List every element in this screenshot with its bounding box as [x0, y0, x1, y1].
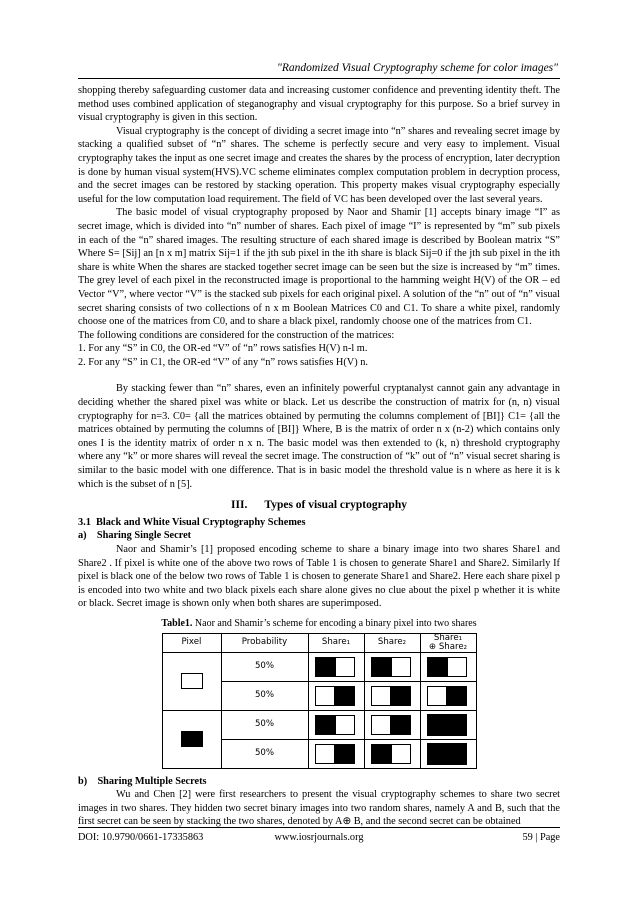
- table-header-share1: Share₁: [308, 633, 364, 652]
- paragraph-basic-model: The basic model of visual cryptography proposed by Naor and Shamir [1] accepts binary image “I” as secret image, which is divided into “n” number of shares. Each pixel of image “I” is represented by “m” sub pixels in each of the “n” shared images. The resulting structure of each shared image is described by Boolean matrix “S” Where S= [Sij] an [n x m] matrix Sij=1 if the jth sub pixel in the ith share is black Sij=0 if the jth sub pixel in the ith share is white When the shares are stacked together secret image can be seen but the size is increased by “m” times. The grey level of each pixel in the reconstructed image is proportional to the hamming weight H(V) of the OR – ed Vector “V”, where vector “V” is the stacked sub pixels for each original pixel. A solution of the “n” out of “n” visual secret sharing consists of two collections of n x m Boolean Matrices C0 and C1. To share a white pixel, randomly choose one of the matrices from C0, and to share a black pixel, randomly choose one of the matrices from C1.: [78, 207, 560, 328]
- pixel-cell-white: [162, 652, 221, 710]
- probability-cell: 50%: [221, 652, 308, 681]
- paragraph-intro: shopping thereby safeguarding customer data and increasing customer confidence and preventing identity theft. The method uses combined application of steganography and visual cryptography for this purpose. So a brief survey in visual cryptography is given in this section.: [78, 85, 560, 124]
- running-header: "Randomized Visual Cryptography scheme for color images": [277, 62, 558, 74]
- table-header-share2: Share₂: [364, 633, 420, 652]
- stacked-pattern: [421, 740, 476, 768]
- stacked-pattern: [421, 682, 476, 710]
- share2-pattern: [365, 682, 420, 710]
- footer-rule: [78, 827, 560, 828]
- subheading-a: a) Sharing Single Secret: [78, 530, 192, 542]
- black-pixel-swatch: [181, 731, 203, 747]
- table-header-probability: Probability: [221, 633, 308, 652]
- footer-page-number: 59 | Page: [522, 832, 560, 843]
- section-heading: III. Types of visual cryptography: [231, 499, 407, 512]
- footer-site: www.iosrjournals.org: [274, 832, 364, 843]
- paragraph-stacking: By stacking fewer than “n” shares, even an infinitely powerful cryptanalyst cannot gain any advantage in deciding whether the shared pixel was white or black. Let us describe the construction of matrix for (n, n) visual cryptography for n=3. C0= {all the matrices obtained by permuting the columns complement of [BI]} C1= {all the matrices obtained by permuting the columns of [BI]} Where, B is the matrix of order n x (n-2) which contains only ones I is the identity matrix of order n x n. The basic model was then extended to (k, n) threshold cryptography where any “k” or more shares will reveal the secret image. The construction of “k” out of “n” visual secret sharing is similar to the basic model with one difference. That is in basic model the threshold value is n where as here it is k which is the subset of n [5].: [78, 383, 560, 490]
- table-header-pixel: Pixel: [162, 633, 221, 652]
- pixel-cell-black: [162, 710, 221, 768]
- table-header-stacked-line2: ⊕ Share₂: [428, 641, 468, 652]
- table-header-stacked: [420, 633, 476, 652]
- subsection-heading: 3.1 Black and White Visual Cryptography Schemes: [78, 516, 306, 528]
- share2-pattern: [365, 740, 420, 768]
- share2-pattern: [365, 653, 420, 681]
- condition-2: 2. For any “S” in C1, the OR-ed “V” of any “n” rows satisfies H(V) n.: [78, 356, 368, 368]
- header-rule: [78, 78, 560, 79]
- share1-pattern: [309, 682, 364, 710]
- table-caption: [78, 617, 560, 631]
- table-row: [162, 652, 476, 681]
- paragraph-multiple-secrets: Wu and Chen [2] were first researchers to present the visual cryptography schemes to share two secret images in two shares. They hidden two secret binary images into two random shares, namely A and B, such that the first secret can be seen by stacking the two shares, denoted by A⊕ B, and the second secret can be obtained: [78, 789, 560, 828]
- table-caption-label: Table1.: [161, 617, 193, 629]
- encoding-table: [162, 633, 477, 769]
- subheading-b: b) Sharing Multiple Secrets: [78, 775, 207, 787]
- table-header-stacked-line1: Share₁: [433, 632, 463, 643]
- stacked-pattern: [421, 711, 476, 739]
- table-caption-text: Naor and Shamir’s scheme for encoding a binary pixel into two shares: [192, 617, 477, 629]
- share1-pattern: [309, 653, 364, 681]
- paragraph-visual-cryptography: Visual cryptography is the concept of dividing a secret image into “n” shares and revealing secret image by stacking a qualified subset of “n” shares. The scheme is perfectly secure and very easy to implement. Visual cryptography takes the input as one secret image and creates the shares by the process of encryption, later decryption is done by human visual system(HVS).VC scheme eliminates complex computation problem in decryption process, and the secret images can be restored by stacking operation. This property makes visual cryptography especially useful for the low computation load requirement. The field of VC has been developed over the last several years.: [78, 125, 560, 205]
- probability-cell: 50%: [221, 710, 308, 739]
- conditions-intro: The following conditions are considered for the construction of the matrices:: [78, 329, 395, 341]
- share1-pattern: [309, 711, 364, 739]
- share1-pattern: [309, 740, 364, 768]
- probability-cell: 50%: [221, 681, 308, 710]
- stacked-pattern: [421, 653, 476, 681]
- table-row: [162, 710, 476, 739]
- condition-1: 1. For any “S” in C0, the OR-ed “V” of “n” rows satisfies H(V) n-l m.: [78, 343, 368, 355]
- white-pixel-swatch: [181, 673, 203, 689]
- footer-doi: DOI: 10.9790/0661-17335863: [78, 832, 204, 843]
- probability-cell: 50%: [221, 739, 308, 768]
- share2-pattern: [365, 711, 420, 739]
- page-body: [78, 84, 560, 829]
- paragraph-single-secret: Naor and Shamir’s [1] proposed encoding scheme to share a binary image into two shares Share1 and Share2 . If pixel is white one of the above two rows of Table 1 is chosen to generate Share1 and Share2. Similarly If pixel is black one of the below two rows of Table 1 is chosen to generate Share1 and Share2. Here each share pixel p is encoded into two white and two black pixels each share alone gives no clue about the pixel p whether it is white or black. Secret image is shown only when both shares are superimposed.: [78, 544, 560, 610]
